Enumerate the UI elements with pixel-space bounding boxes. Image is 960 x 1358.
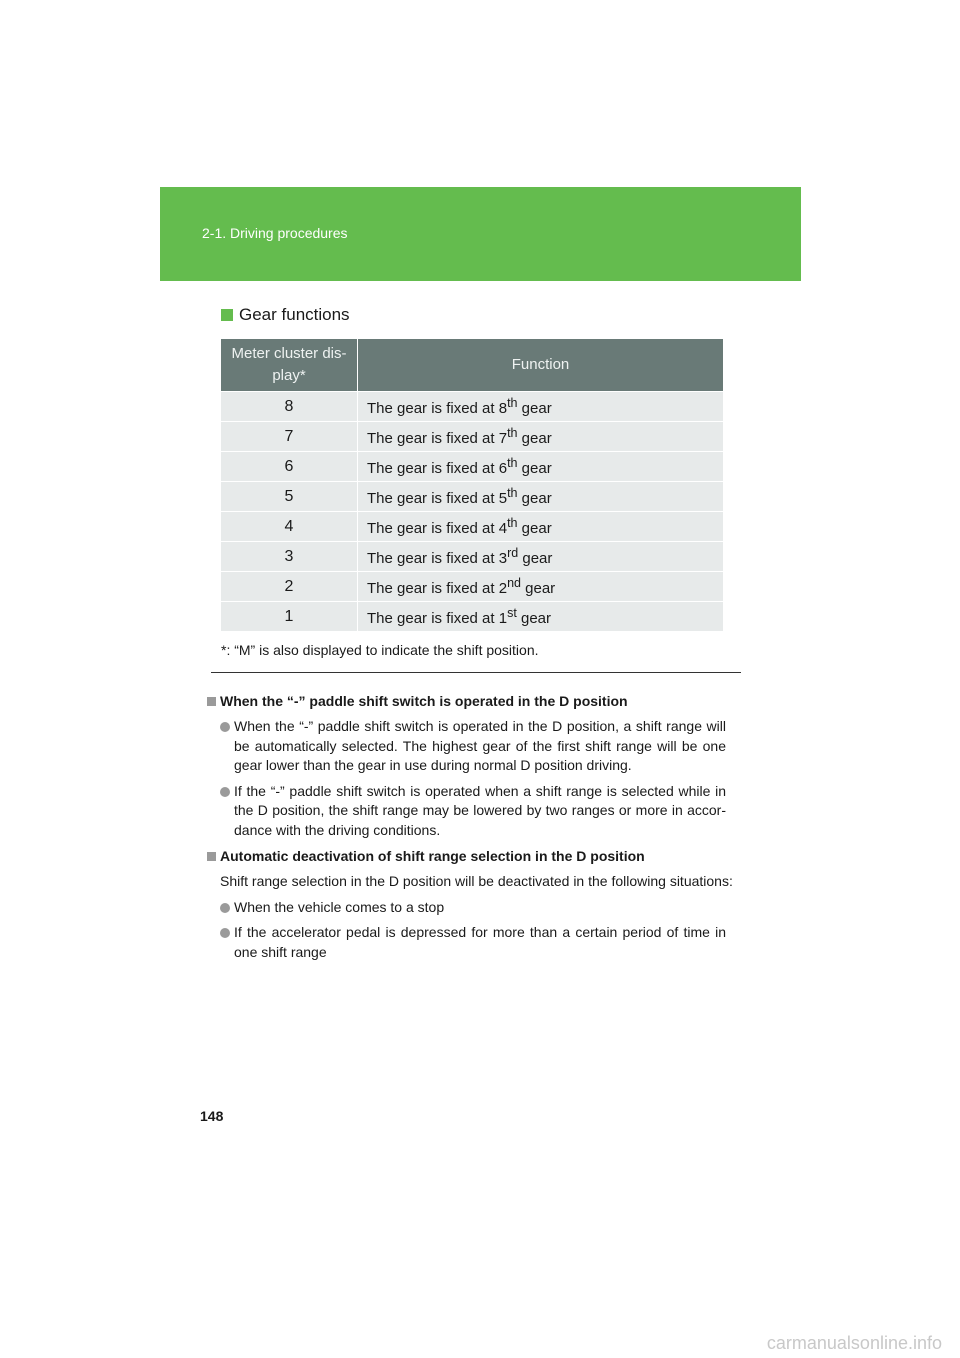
gear-function-cell xyxy=(358,392,724,422)
list-item xyxy=(220,717,737,776)
function-text: The gear is fixed at 5 xyxy=(367,490,508,507)
table-row xyxy=(221,572,723,602)
list-item xyxy=(220,898,737,918)
gear-display-cell: 6 xyxy=(221,452,358,482)
function-text: The gear is fixed at 1 xyxy=(367,610,508,627)
table-row xyxy=(221,452,723,482)
function-text-end: gear xyxy=(516,610,552,627)
function-text-end: gear xyxy=(517,460,552,477)
gear-functions-title-text: Gear functions xyxy=(239,305,350,324)
bullet-text: When the vehicle comes to a stop xyxy=(234,898,445,915)
function-text: The gear is fixed at 3 xyxy=(367,550,508,567)
gear-display-cell: 1 xyxy=(221,602,358,632)
function-text-end: gear xyxy=(517,490,552,507)
function-text-end: gear xyxy=(520,580,556,597)
notes-section xyxy=(207,691,737,968)
bullet-dot-icon xyxy=(220,787,230,797)
gear-display-cell: 5 xyxy=(221,482,358,512)
column-header-display: Meter cluster dis-play* xyxy=(221,339,358,392)
function-text: The gear is fixed at 7 xyxy=(367,430,508,447)
note-heading-text: Automatic deactivation of shift range selection in the D position xyxy=(220,848,645,864)
gear-function-cell xyxy=(358,602,724,632)
ordinal-suffix: th xyxy=(507,516,518,530)
gear-display-cell: 4 xyxy=(221,512,358,542)
list-item xyxy=(220,782,737,841)
section-label: 2-1. Driving procedures xyxy=(202,225,348,241)
gear-functions-table xyxy=(221,339,723,631)
bullet-text: If the “-” paddle shift switch is operated when a shift range is selected while in the D position, the shift range may be lowered by two ranges or more in accor-dance with the driving conditions. xyxy=(234,782,726,838)
bullet-dot-icon xyxy=(220,928,230,938)
ordinal-suffix: st xyxy=(507,606,517,620)
function-text: The gear is fixed at 2 xyxy=(367,580,508,597)
gear-function-cell xyxy=(358,482,724,512)
ordinal-suffix: th xyxy=(507,396,518,410)
bullet-dot-icon xyxy=(220,722,230,732)
function-text-end: gear xyxy=(517,430,552,447)
table-row xyxy=(221,512,723,542)
gear-display-cell: 7 xyxy=(221,422,358,452)
ordinal-suffix: th xyxy=(507,456,518,470)
ordinal-suffix: th xyxy=(507,426,518,440)
bullet-dot-icon xyxy=(220,903,230,913)
gear-functions-title xyxy=(221,305,350,325)
gear-function-cell xyxy=(358,572,724,602)
table-footnote: *: “M” is also displayed to indicate the shift position. xyxy=(221,642,539,658)
gray-square-icon xyxy=(207,697,216,706)
page-number: 148 xyxy=(200,1108,224,1124)
note-heading-minus-switch xyxy=(207,691,737,711)
function-text: The gear is fixed at 4 xyxy=(367,520,508,537)
divider-line xyxy=(211,672,741,673)
function-text-end: gear xyxy=(517,520,552,537)
gear-function-cell xyxy=(358,452,724,482)
table-row xyxy=(221,422,723,452)
column-header-function: Function xyxy=(358,339,724,392)
note-heading-auto-deactivation xyxy=(207,846,737,866)
note-intro-text: Shift range selection in the D position will be deactivated in the following situations: xyxy=(220,873,733,889)
gear-display-cell: 8 xyxy=(221,392,358,422)
gear-function-cell xyxy=(358,542,724,572)
table-row xyxy=(221,392,723,422)
table-row xyxy=(221,602,723,632)
gear-display-cell: 2 xyxy=(221,572,358,602)
ordinal-suffix: rd xyxy=(507,546,519,560)
table-row xyxy=(221,542,723,572)
function-text: The gear is fixed at 8 xyxy=(367,400,508,417)
ordinal-suffix: th xyxy=(507,486,518,500)
table-row xyxy=(221,482,723,512)
function-text: The gear is fixed at 6 xyxy=(367,460,508,477)
note-heading-text: When the “-” paddle shift switch is operated in the D position xyxy=(220,693,628,709)
bullet-text: If the accelerator pedal is depressed for more than a certain period of time in one shift range xyxy=(234,924,726,960)
gear-function-cell xyxy=(358,422,724,452)
watermark: carmanualsonline.info xyxy=(766,1333,942,1353)
gear-display-cell: 3 xyxy=(221,542,358,572)
bullet-text: When the “-” paddle shift switch is operated in the D position, a shift range will be automatically selected. The highest gear of the first shift range will be one gear lower than the gear in use during normal D position driving. xyxy=(234,718,726,773)
gear-function-cell xyxy=(358,512,724,542)
function-text-end: gear xyxy=(517,400,552,417)
section-header-band xyxy=(160,187,801,281)
green-square-icon xyxy=(221,309,233,321)
ordinal-suffix: nd xyxy=(507,576,521,590)
gray-square-icon xyxy=(207,852,216,861)
function-text-end: gear xyxy=(518,550,553,567)
table-header-row xyxy=(221,339,723,392)
list-item xyxy=(220,923,737,962)
